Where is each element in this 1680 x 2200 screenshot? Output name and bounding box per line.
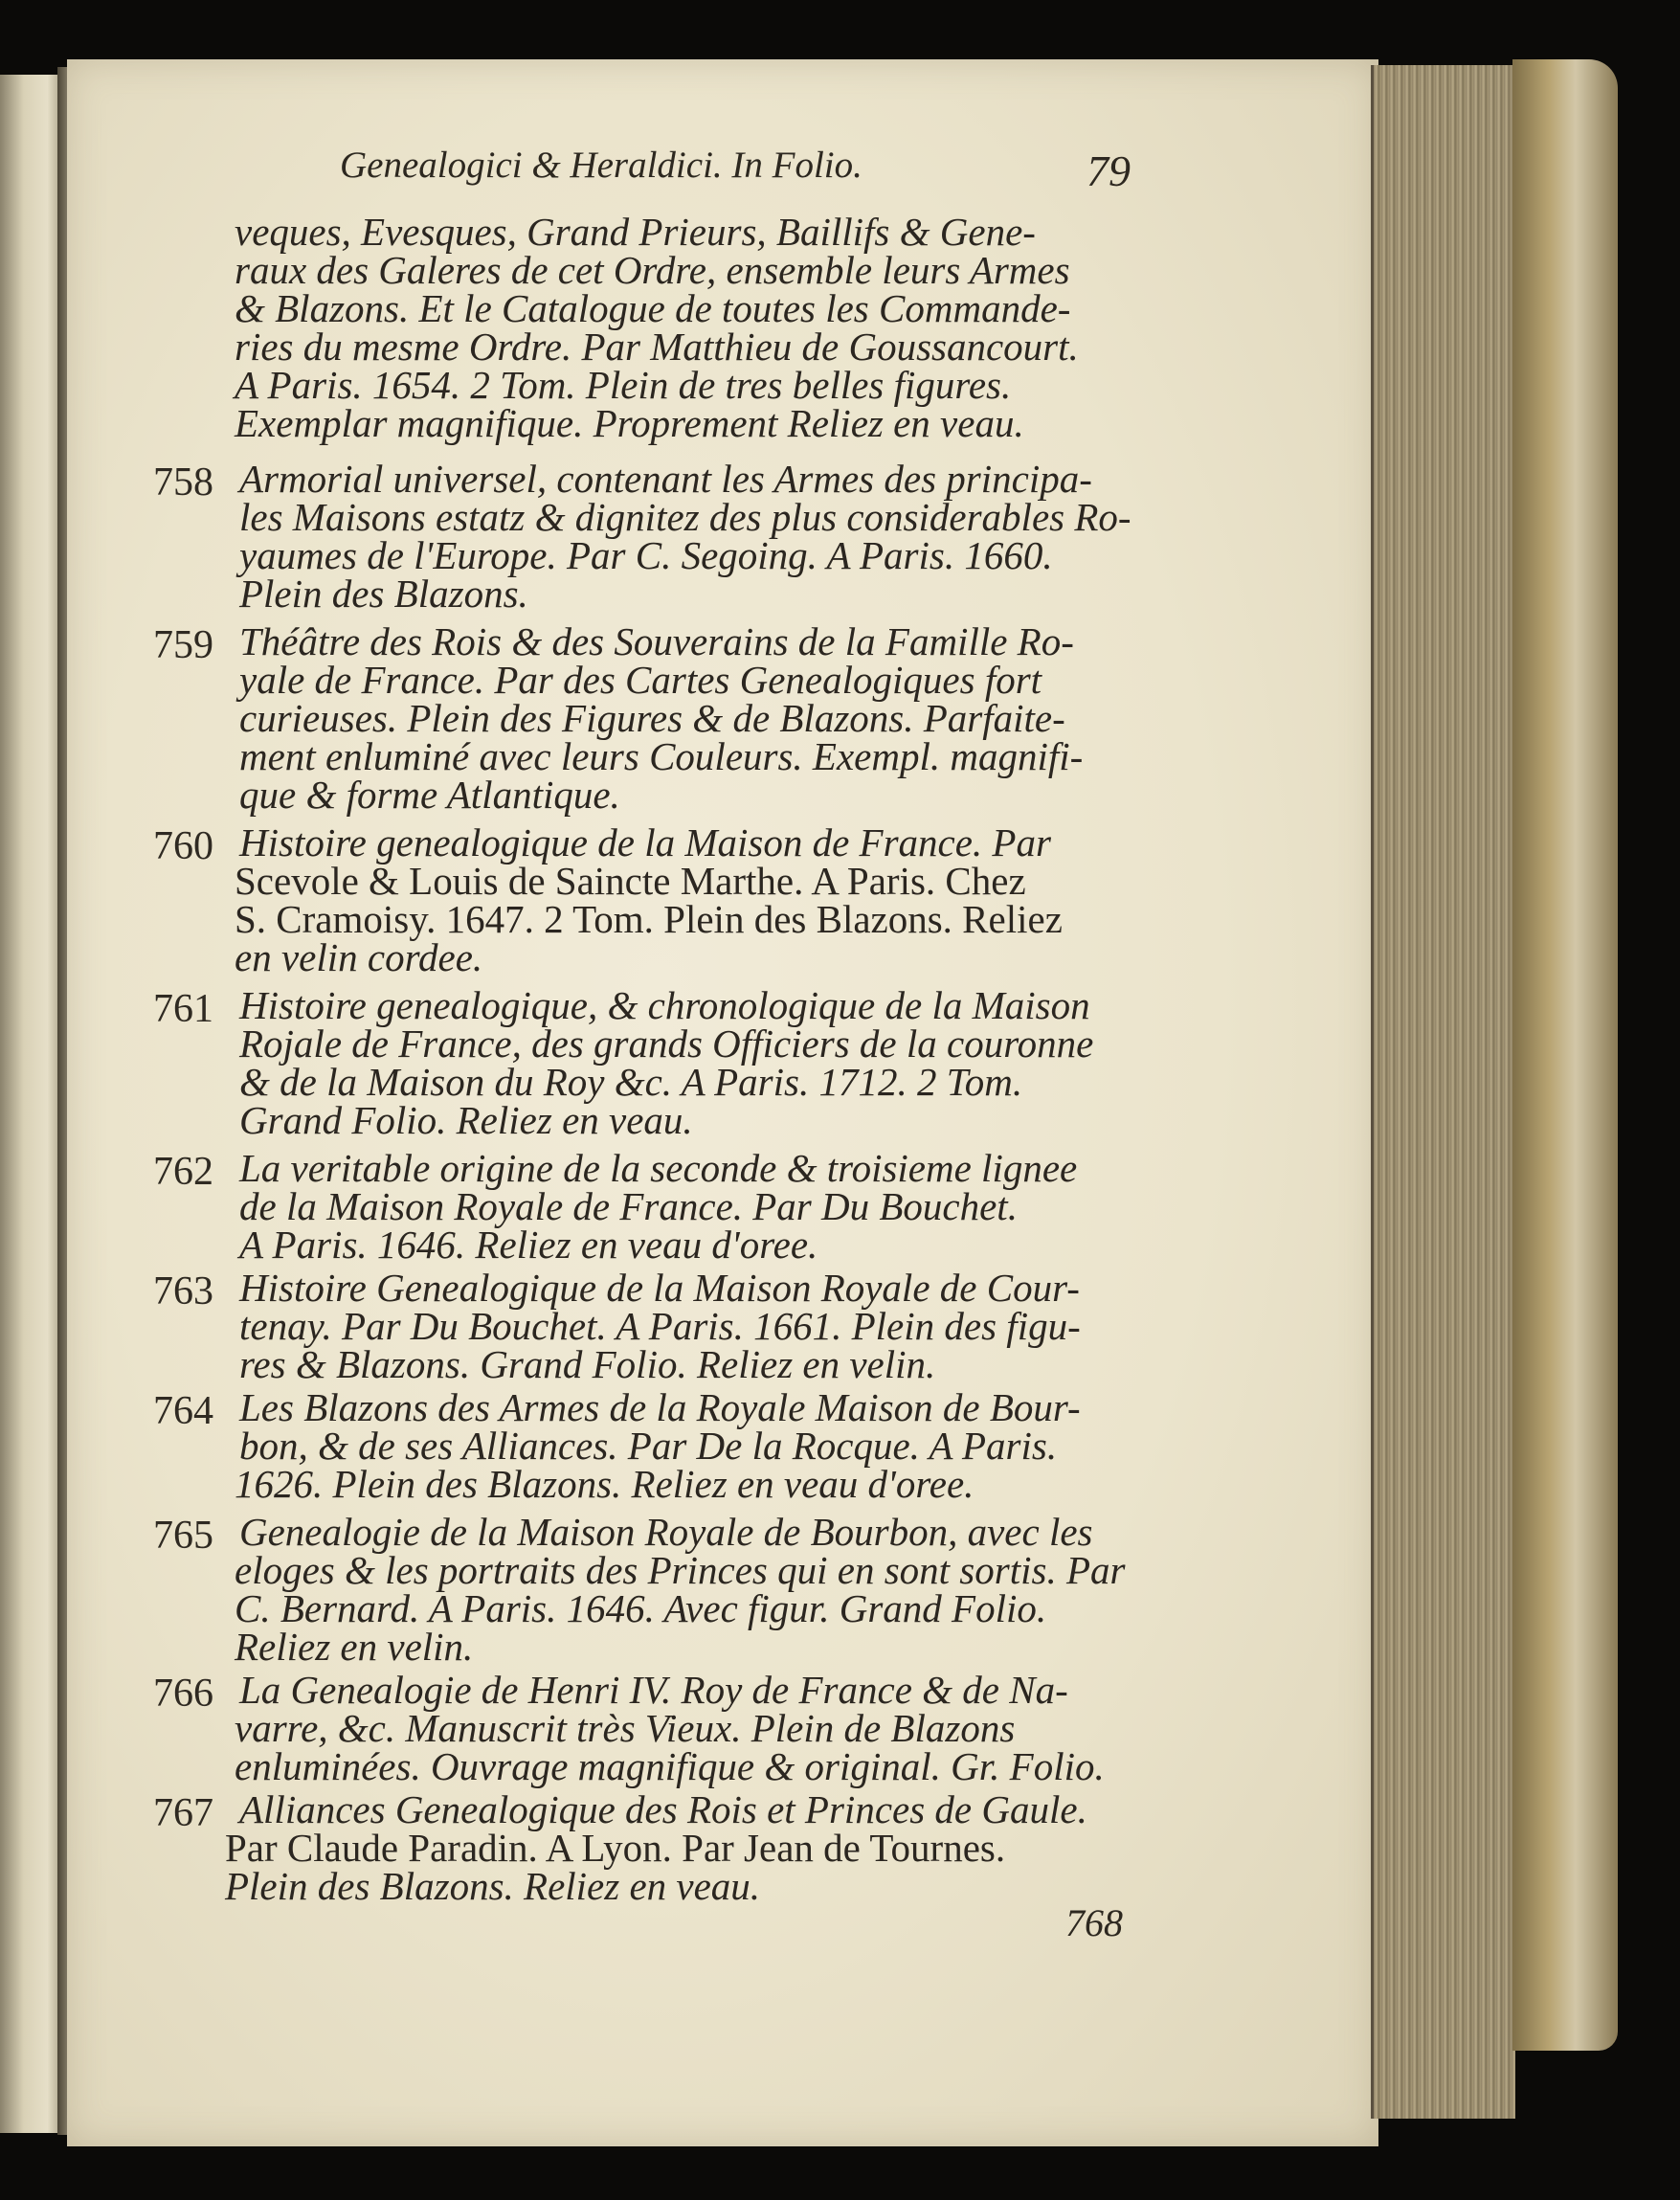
facing-page-edge [0,75,62,2133]
text-line: Les Blazons des Armes de la Royale Maison de Bour- [239,1385,1081,1429]
entry-number: 763 [153,1269,213,1313]
text-line: & de la Maison du Roy &c. A Paris. 1712. 2 Tom. [239,1060,1023,1104]
entry-number: 762 [153,1150,213,1194]
text-line: Théâtre des Rois & des Souverains de la Famille Ro- [239,619,1074,663]
text-line: que & forme Atlantique. [239,773,620,817]
running-header: Genealogici & Heraldici. In Folio. [340,145,862,186]
text-line: Histoire genealogique, & chronologique de la Maison [239,983,1090,1027]
text-line: Genealogie de la Maison Royale de Bourbon, avec les [239,1510,1093,1554]
text-line: C. Bernard. A Paris. 1646. Avec figur. Grand Folio. [235,1586,1047,1630]
text-line: Grand Folio. Reliez en veau. [239,1098,693,1142]
text-line: de la Maison Royale de France. Par Du Bouchet. [239,1184,1018,1228]
text-line: Histoire Genealogique de la Maison Royale de Cour- [239,1266,1080,1310]
entry-number: 758 [153,460,213,505]
text-line: & Blazons. Et le Catalogue de toutes les Commande- [235,286,1071,330]
catchword: 768 [1065,1901,1123,1944]
page-block-edge [1371,65,1515,2119]
text-line: yale de France. Par des Cartes Genealogiques fort [239,658,1042,702]
text-line: S. Cramoisy. 1647. 2 Tom. Plein des Blazons. Reliez [235,897,1063,941]
text-line: La veritable origine de la seconde & troisieme lignee [239,1146,1078,1190]
text-line: Histoire genealogique de la Maison de France. Par [239,820,1051,864]
book-cover-edge [1512,59,1618,2051]
text-line: les Maisons estatz & dignitez des plus considerables Ro- [239,495,1131,539]
text-line: curieuses. Plein des Figures & de Blazons. Parfaite- [239,696,1065,740]
text-line: raux des Galeres de cet Ordre, ensemble leurs Armes [235,248,1070,292]
entry-number: 759 [153,623,213,667]
text-line: Plein des Blazons. [239,572,528,616]
text-line: ment enluminé avec leurs Couleurs. Exempl. magnifi- [239,734,1084,778]
text-line: Exemplar magnifique. Proprement Reliez en veau. [235,401,1024,445]
text-line: La Genealogie de Henri IV. Roy de France & de Na- [239,1668,1068,1712]
entry-number: 767 [153,1791,213,1835]
text-line: ries du mesme Ordre. Par Matthieu de Goussancourt. [235,325,1079,369]
entry-number: 760 [153,824,213,868]
text-line: enluminées. Ouvrage magnifique & original. Gr. Folio. [235,1744,1105,1788]
text-line: tenay. Par Du Bouchet. A Paris. 1661. Plein des figu- [239,1304,1081,1348]
text-line: en velin cordee. [235,935,483,979]
entry-number: 761 [153,987,213,1031]
text-line: Armorial universel, contenant les Armes des principa- [239,457,1092,501]
entry-number: 764 [153,1389,213,1433]
text-line: Alliances Genealogique des Rois et Princes de Gaule. [239,1787,1087,1831]
text-line: Scevole & Louis de Saincte Marthe. A Paris. Chez [235,859,1026,903]
text-line: eloges & les portraits des Princes qui en sont sortis. Par [235,1548,1126,1592]
entry-number: 766 [153,1672,213,1716]
text-line: yaumes de l'Europe. Par C. Segoing. A Paris. 1660. [239,533,1053,577]
text-line: res & Blazons. Grand Folio. Reliez en velin. [239,1342,936,1386]
entry-number: 765 [153,1514,213,1558]
text-line: Plein des Blazons. Reliez en veau. [225,1864,761,1908]
text-line: bon, & de ses Alliances. Par De la Rocque. A Paris. [239,1424,1058,1468]
text-line: A Paris. 1654. 2 Tom. Plein de tres belles figures. [235,363,1012,407]
text-line: Rojale de France, des grands Officiers de la couronne [239,1021,1094,1066]
text-line: Reliez en velin. [235,1625,474,1669]
text-line: Par Claude Paradin. A Lyon. Par Jean de Tournes. [225,1826,1006,1870]
text-line: veques, Evesques, Grand Prieurs, Baillifs & Gene- [235,210,1036,254]
page-number: 79 [1086,146,1131,195]
text-line: A Paris. 1646. Reliez en veau d'oree. [239,1223,818,1267]
text-line: varre, &c. Manuscrit très Vieux. Plein de Blazons [235,1706,1016,1750]
text-line: 1626. Plein des Blazons. Reliez en veau d'oree. [235,1462,974,1506]
